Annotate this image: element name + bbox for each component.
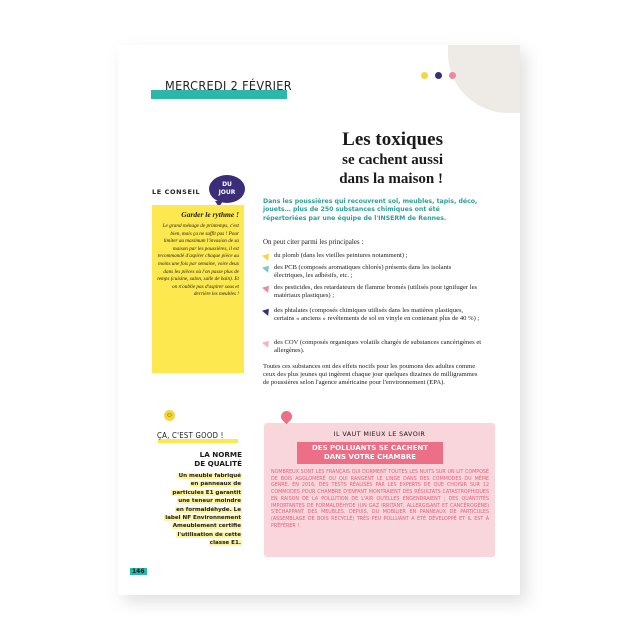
good-body-line: en formaldéhyde. Le — [176, 506, 241, 513]
list-item — [263, 252, 483, 260]
corner-decoration — [448, 45, 520, 113]
tip-body: Le grand ménage de printemps, c'est bien, mais ça ne suffit pas ! Pour limiter au maximum l'invasion de sa maison par les poussières, il est recommandé d'aspirer chaque pièce au moins une fois par semaine, voire deux dans les pièces où l'on passe plus de temps (cuisine, salon, salle de bain). Et on n'oublie pas d'aspirer sous et derrière les meubles ! — [157, 223, 239, 298]
date-heading: MERCREDI 2 FÉVRIER — [165, 78, 292, 93]
info-box-banner — [297, 442, 443, 464]
triangle-bullet-icon — [262, 338, 272, 348]
good-body-line: classe E1. — [209, 540, 241, 547]
pink-dot — [449, 72, 456, 79]
article-title — [339, 129, 443, 189]
page-number: 146 — [132, 568, 145, 575]
good-body-line: en panneaux de — [190, 481, 241, 488]
good-body-line: label NF Environnement — [165, 515, 241, 522]
purple-dot — [435, 72, 442, 79]
triangle-bullet-icon — [262, 263, 272, 273]
list-item — [263, 307, 483, 323]
good-label: ÇA, C'EST GOOD ! — [157, 431, 224, 440]
good-body-line: particules E1 garantit — [172, 489, 241, 496]
yellow-dot — [421, 72, 428, 79]
norme-heading — [158, 450, 242, 468]
good-body-line: Un meuble fabriqué — [178, 473, 241, 479]
list-item-text: des pesticides, des retardateurs de flamme bromés (utilisés pour ignifuger les matériaux plastiques) ; — [274, 284, 478, 300]
article-summary: Toutes ces substances ont des effets nocifs pour les poumons des adultes comme ceux des plus jeunes qui ingèrent chaque jour quelques dizaines de milligrammes de poussières selon l'agence américaine pour l'environnement (EPA). — [263, 363, 478, 387]
list-item — [263, 339, 483, 355]
norme-line-1: LA NORME — [199, 450, 242, 459]
triangle-bullet-icon — [262, 306, 272, 316]
triangle-bullet-icon — [262, 283, 272, 293]
list-item-text: des PCB (composés aromatiques chlorés) présents dans les isolants électriques, les adhésifs, etc. ; — [274, 264, 452, 280]
list-item — [263, 284, 483, 300]
good-body-line: l'utilisation de cette — [177, 531, 241, 538]
info-box-body: NOMBREUX SONT LES FRANÇAIS QUI DORMENT TOUTES LES NUITS SUR UN LIT COMPOSÉ DE BOIS AGGLOMÉRÉ OU QUI RANGENT LE LINGE DANS DES COMMODES DU MÊME GENRE. EN 2016, DES TESTS RÉALISÉS PAR LES EXPERTS DE QUE CHOISIR SUR 12 COMMODES POUR CHAMBRE D'ENFANT MONTRAIENT DES RÉSULTATS CATASTROPHIQUES EN RAISON DE LA POLLUTION DE L'AIR QU'ELLES ENGENDRAIENT ; DES QUANTITÉS IMPORTANTES DE FORMALDÉHYDE (UN GAZ IRRITANT, ALLERGISANT ET CANCÉROGÈNE) S'ÉCHAPPANT DES MEUBLES. DEPUIS, DU MOBILIER EN PANNEAUX DE PARTICULES (ASSEMBLAGE DE BOIS RECYCLÉ) TRÈS PEU POLLUANT A ÉTÉ DÉVELOPPÉ ET IL EST À PRÉFÉRER ! — [271, 470, 489, 529]
tip-box — [152, 205, 244, 373]
norme-line-2: DE QUALITÉ — [194, 459, 242, 468]
list-intro: On peut citer parmi les principales : — [263, 238, 364, 246]
title-line-2: se cachent aussi — [342, 152, 443, 168]
banner-line-2: DANS VOTRE CHAMBRE — [323, 453, 417, 461]
speech-pin-icon — [279, 409, 295, 425]
list-item-text: des phtalates (composés chimiques utilisés dans les matières plastiques, certains « anciens » revêtements de sol en vinyle en contenant plus de 40 %) ; — [274, 307, 480, 323]
tip-label: LE CONSEIL — [152, 188, 201, 196]
good-body-line: une teneur moindre — [178, 498, 241, 505]
du-jour-badge — [209, 175, 245, 203]
list-item-text: du plomb (dans les vieilles peintures notamment) ; — [274, 252, 408, 259]
title-line-1: Les toxiques — [342, 129, 443, 150]
badge-line-2: JOUR — [218, 189, 236, 196]
good-body — [148, 472, 242, 548]
good-body-line: Ameublement certifie — [172, 523, 241, 530]
list-item — [263, 264, 483, 280]
book-page — [118, 45, 520, 595]
badge-line-1: DU — [222, 181, 232, 188]
title-line-3: dans la maison ! — [339, 171, 443, 187]
smiley-icon: ☺ — [165, 411, 174, 419]
tip-title: Garder le rythme ! — [181, 210, 239, 219]
banner-line-1: DES POLLUANTS SE CACHENT — [311, 444, 429, 452]
list-item-text: des COV (composés organiques volatils chargés de substances cancérigènes et allergènes). — [274, 339, 482, 355]
triangle-bullet-icon — [262, 251, 272, 261]
article-intro: Dans les poussières qui recouvrent sol, meubles, tapis, déco, jouets… plus de 250 substances chimiques ont été répertoriées par une équipe de l'INSERM de Rennes. — [263, 198, 478, 222]
info-box-heading: IL VAUT MIEUX LE SAVOIR — [333, 430, 426, 438]
